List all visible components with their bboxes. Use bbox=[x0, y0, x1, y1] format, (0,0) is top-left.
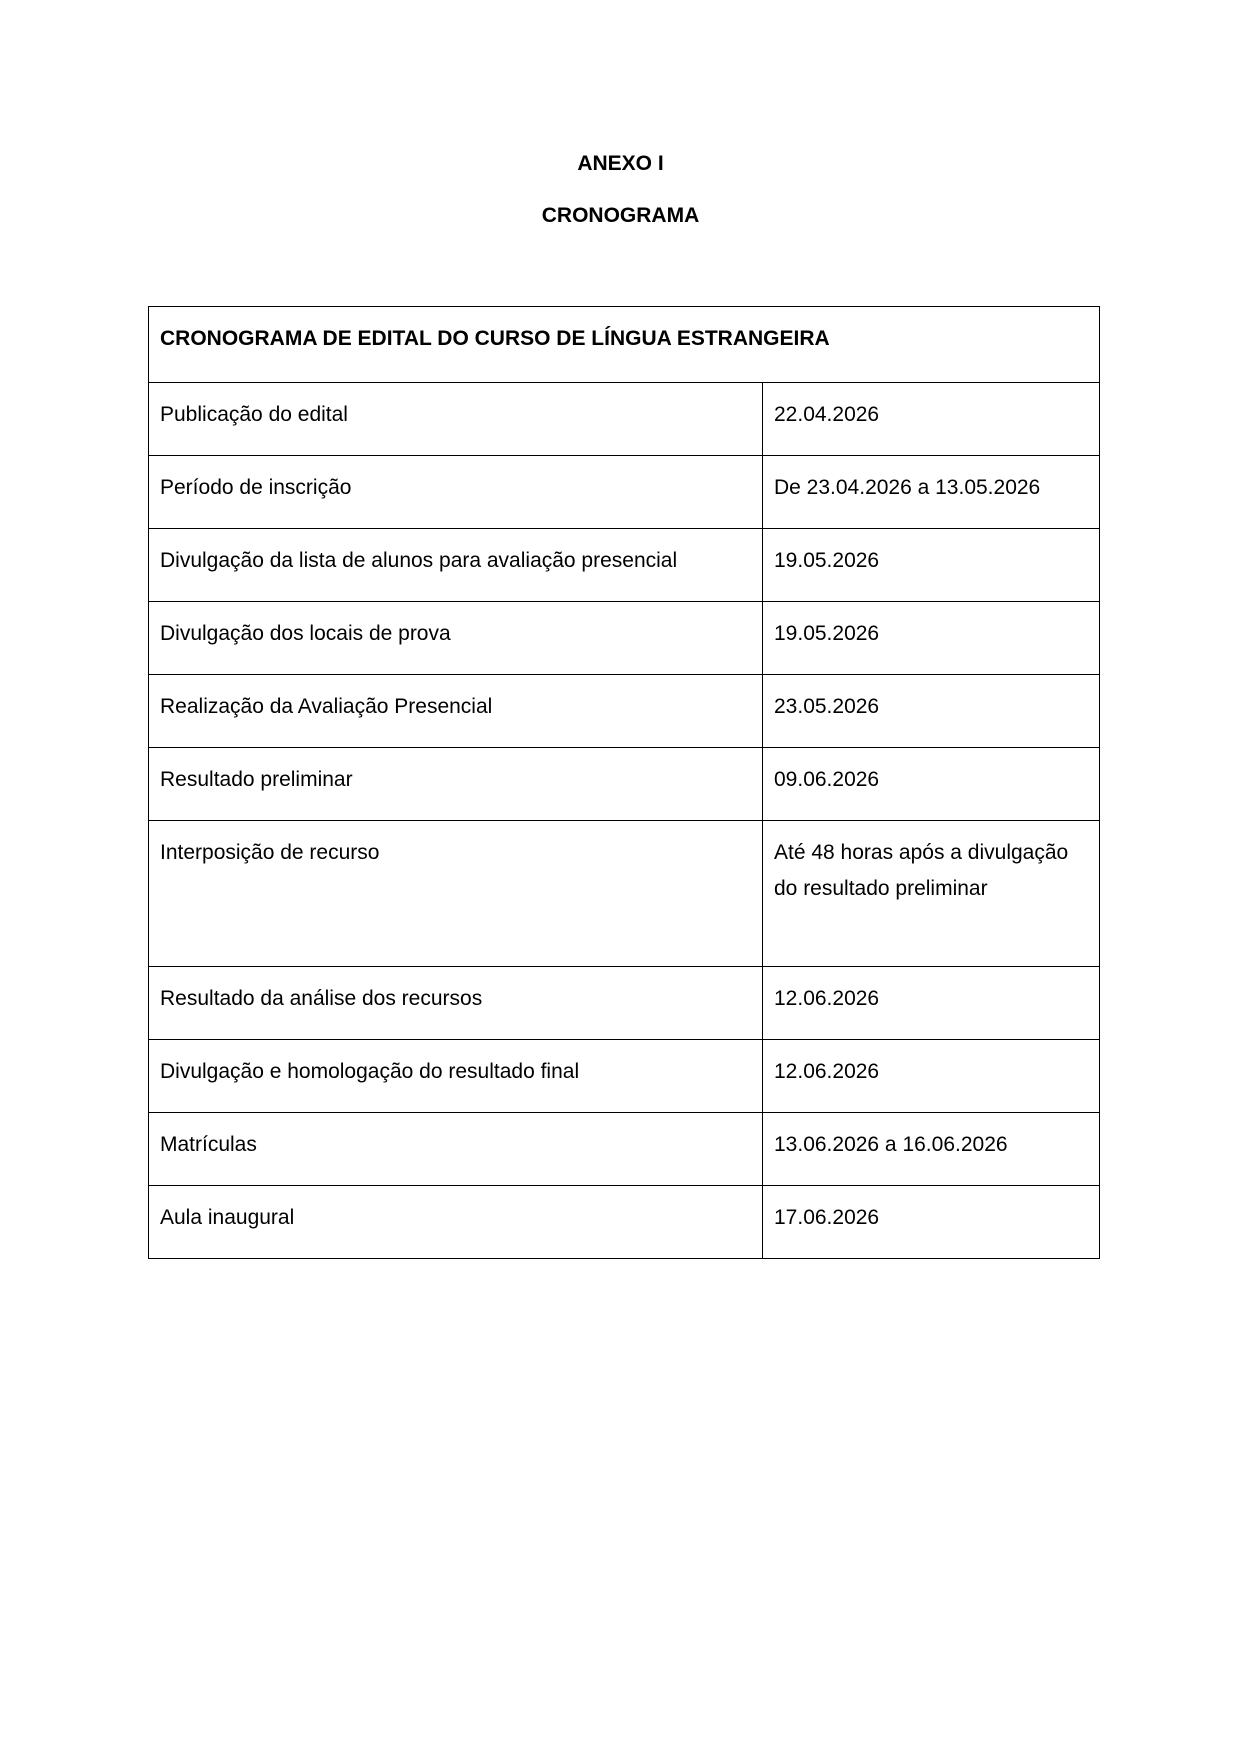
table-row bbox=[149, 967, 1100, 1040]
date-cell: De 23.04.2026 a 13.05.2026 bbox=[763, 456, 1100, 529]
table-row bbox=[149, 1040, 1100, 1113]
schedule-table bbox=[148, 306, 1100, 1259]
table-header-row bbox=[149, 307, 1100, 383]
table-row bbox=[149, 602, 1100, 675]
event-cell: Divulgação e homologação do resultado final bbox=[149, 1040, 763, 1113]
annex-title: ANEXO I bbox=[577, 152, 664, 175]
table-row bbox=[149, 675, 1100, 748]
event-cell: Aula inaugural bbox=[149, 1186, 763, 1259]
date-cell: Até 48 horas após a divulgação do resultado preliminar bbox=[763, 821, 1100, 967]
page-title: CRONOGRAMA bbox=[541, 204, 700, 227]
event-cell: Interposição de recurso bbox=[149, 821, 763, 967]
table-row bbox=[149, 1186, 1100, 1259]
event-cell: Publicação do edital bbox=[149, 383, 763, 456]
table-row bbox=[149, 383, 1100, 456]
table-row bbox=[149, 821, 1100, 967]
date-cell: 12.06.2026 bbox=[763, 967, 1100, 1040]
date-cell: 17.06.2026 bbox=[763, 1186, 1100, 1259]
event-cell: Resultado da análise dos recursos bbox=[149, 967, 763, 1040]
event-cell: Divulgação da lista de alunos para avaliação presencial bbox=[149, 529, 763, 602]
event-cell: Divulgação dos locais de prova bbox=[149, 602, 763, 675]
date-cell: 09.06.2026 bbox=[763, 748, 1100, 821]
date-cell: 12.06.2026 bbox=[763, 1040, 1100, 1113]
date-cell: 22.04.2026 bbox=[763, 383, 1100, 456]
date-cell: 19.05.2026 bbox=[763, 602, 1100, 675]
date-cell: 13.06.2026 a 16.06.2026 bbox=[763, 1113, 1100, 1186]
table-header-cell: CRONOGRAMA DE EDITAL DO CURSO DE LÍNGUA ESTRANGEIRA bbox=[149, 307, 1100, 383]
table-row bbox=[149, 1113, 1100, 1186]
date-cell: 19.05.2026 bbox=[763, 529, 1100, 602]
event-cell: Resultado preliminar bbox=[149, 748, 763, 821]
table-row bbox=[149, 456, 1100, 529]
date-cell: 23.05.2026 bbox=[763, 675, 1100, 748]
table-row bbox=[149, 748, 1100, 821]
event-cell: Realização da Avaliação Presencial bbox=[149, 675, 763, 748]
table-row bbox=[149, 529, 1100, 602]
event-cell: Matrículas bbox=[149, 1113, 763, 1186]
event-cell: Período de inscrição bbox=[149, 456, 763, 529]
